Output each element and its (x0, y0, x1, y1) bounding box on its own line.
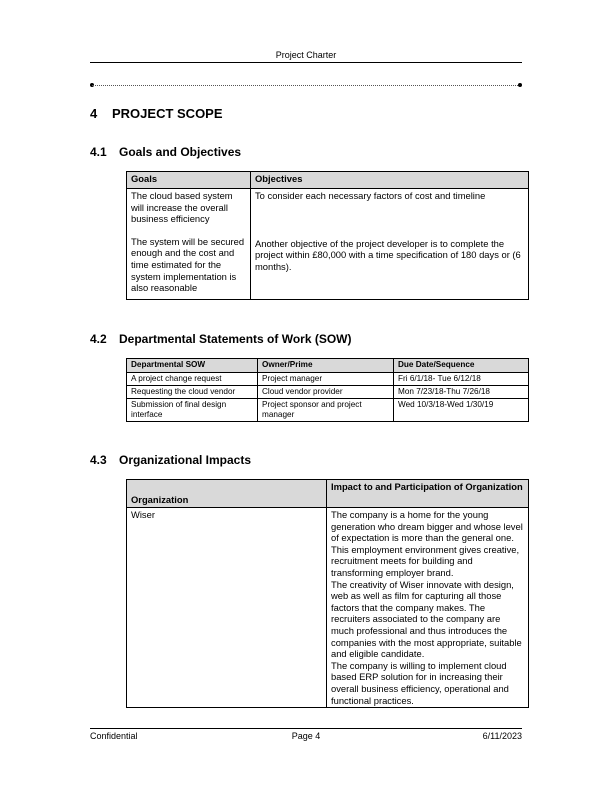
goals-table-header-row (127, 172, 529, 189)
table-row (127, 399, 529, 422)
sow-table-header-row (127, 359, 529, 373)
goals-table-row (127, 189, 529, 300)
footer-rule (90, 728, 522, 729)
impacts-heading-number: 4.3 (90, 453, 107, 467)
organization-column-header: Organization (127, 480, 327, 508)
sow-cell: Requesting the cloud vendor (127, 386, 258, 399)
objective-item: To consider each necessary factors of cost and timeline (255, 190, 486, 201)
impacts-heading-title: Organizational Impacts (119, 453, 252, 467)
owner-cell: Cloud vendor provider (258, 386, 394, 399)
footer-page-number: Page 4 (291, 731, 321, 741)
footer-date: 6/11/2023 (482, 731, 522, 741)
impacts-table (126, 479, 529, 708)
goals-heading-number: 4.1 (90, 145, 107, 159)
page-header-title: Project Charter (275, 50, 337, 60)
owner-cell: Project manager (258, 373, 394, 386)
impact-paragraph: The company is willing to implement cloud based ERP solution for in increasing their overall business efficiency, operational and functional practices. (331, 659, 509, 706)
impact-paragraph: The creativity of Wiser innovate with design, web as well as film for capturing all those factors that the company makes. The recruiters associated to the company are much professional and thus introduces the companies with the most appropriate, suitable and eligible candidate. (331, 578, 522, 660)
rule-endpoint-right (518, 83, 522, 87)
goals-column-header: Goals (127, 172, 251, 189)
impact-cell (327, 508, 529, 708)
impact-paragraph: The company is a home for the young generation who dream bigger and whose level of expectation is more than the general one. This employment environment gives creative, recruitment meets for building and transforming employer brand. (331, 509, 523, 578)
due-date-cell: Fri 6/1/18- Tue 6/12/18 (394, 373, 529, 386)
section-heading (90, 106, 223, 121)
objectives-column-header: Objectives (251, 172, 529, 189)
owner-cell: Project sponsor and project manager (258, 399, 394, 422)
impacts-table-row (127, 508, 529, 708)
goal-item: The cloud based system will increase the overall business efficiency (131, 190, 233, 225)
due-date-cell: Wed 10/3/18-Wed 1/30/19 (394, 399, 529, 422)
sow-heading-number: 4.2 (90, 332, 107, 346)
sow-table (126, 358, 529, 422)
due-date-cell: Mon 7/23/18-Thu 7/26/18 (394, 386, 529, 399)
sow-column-header: Departmental SOW (127, 359, 258, 373)
sow-cell: Submission of final design interface (127, 399, 258, 422)
goals-heading-title: Goals and Objectives (119, 145, 242, 159)
table-row (127, 386, 529, 399)
header-rule (90, 62, 522, 63)
goals-heading (90, 145, 241, 159)
sow-cell: A project change request (127, 373, 258, 386)
footer-confidential: Confidential (90, 731, 138, 741)
objective-item: Another objective of the project developer is to complete the project within £80,000 with a time specification of 180 days or (6 months). (255, 237, 521, 272)
impacts-table-header-row (127, 480, 529, 508)
objectives-cell (251, 189, 529, 300)
dotted-rule (92, 85, 520, 86)
table-row (127, 373, 529, 386)
impacts-heading (90, 453, 251, 467)
section-title: PROJECT SCOPE (112, 106, 223, 121)
sow-heading-title: Departmental Statements of Work (SOW) (119, 332, 352, 346)
owner-column-header: Owner/Prime (258, 359, 394, 373)
goals-cell (127, 189, 251, 300)
goal-item: The system will be secured enough and the cost and time estimated for the system implementation is also reasonable (131, 235, 245, 294)
due-date-column-header: Due Date/Sequence (394, 359, 529, 373)
sow-heading (90, 332, 351, 346)
organization-cell: Wiser (127, 508, 327, 708)
goals-table (126, 171, 529, 300)
section-number: 4 (90, 106, 98, 121)
impact-column-header: Impact to and Participation of Organization (327, 480, 529, 508)
